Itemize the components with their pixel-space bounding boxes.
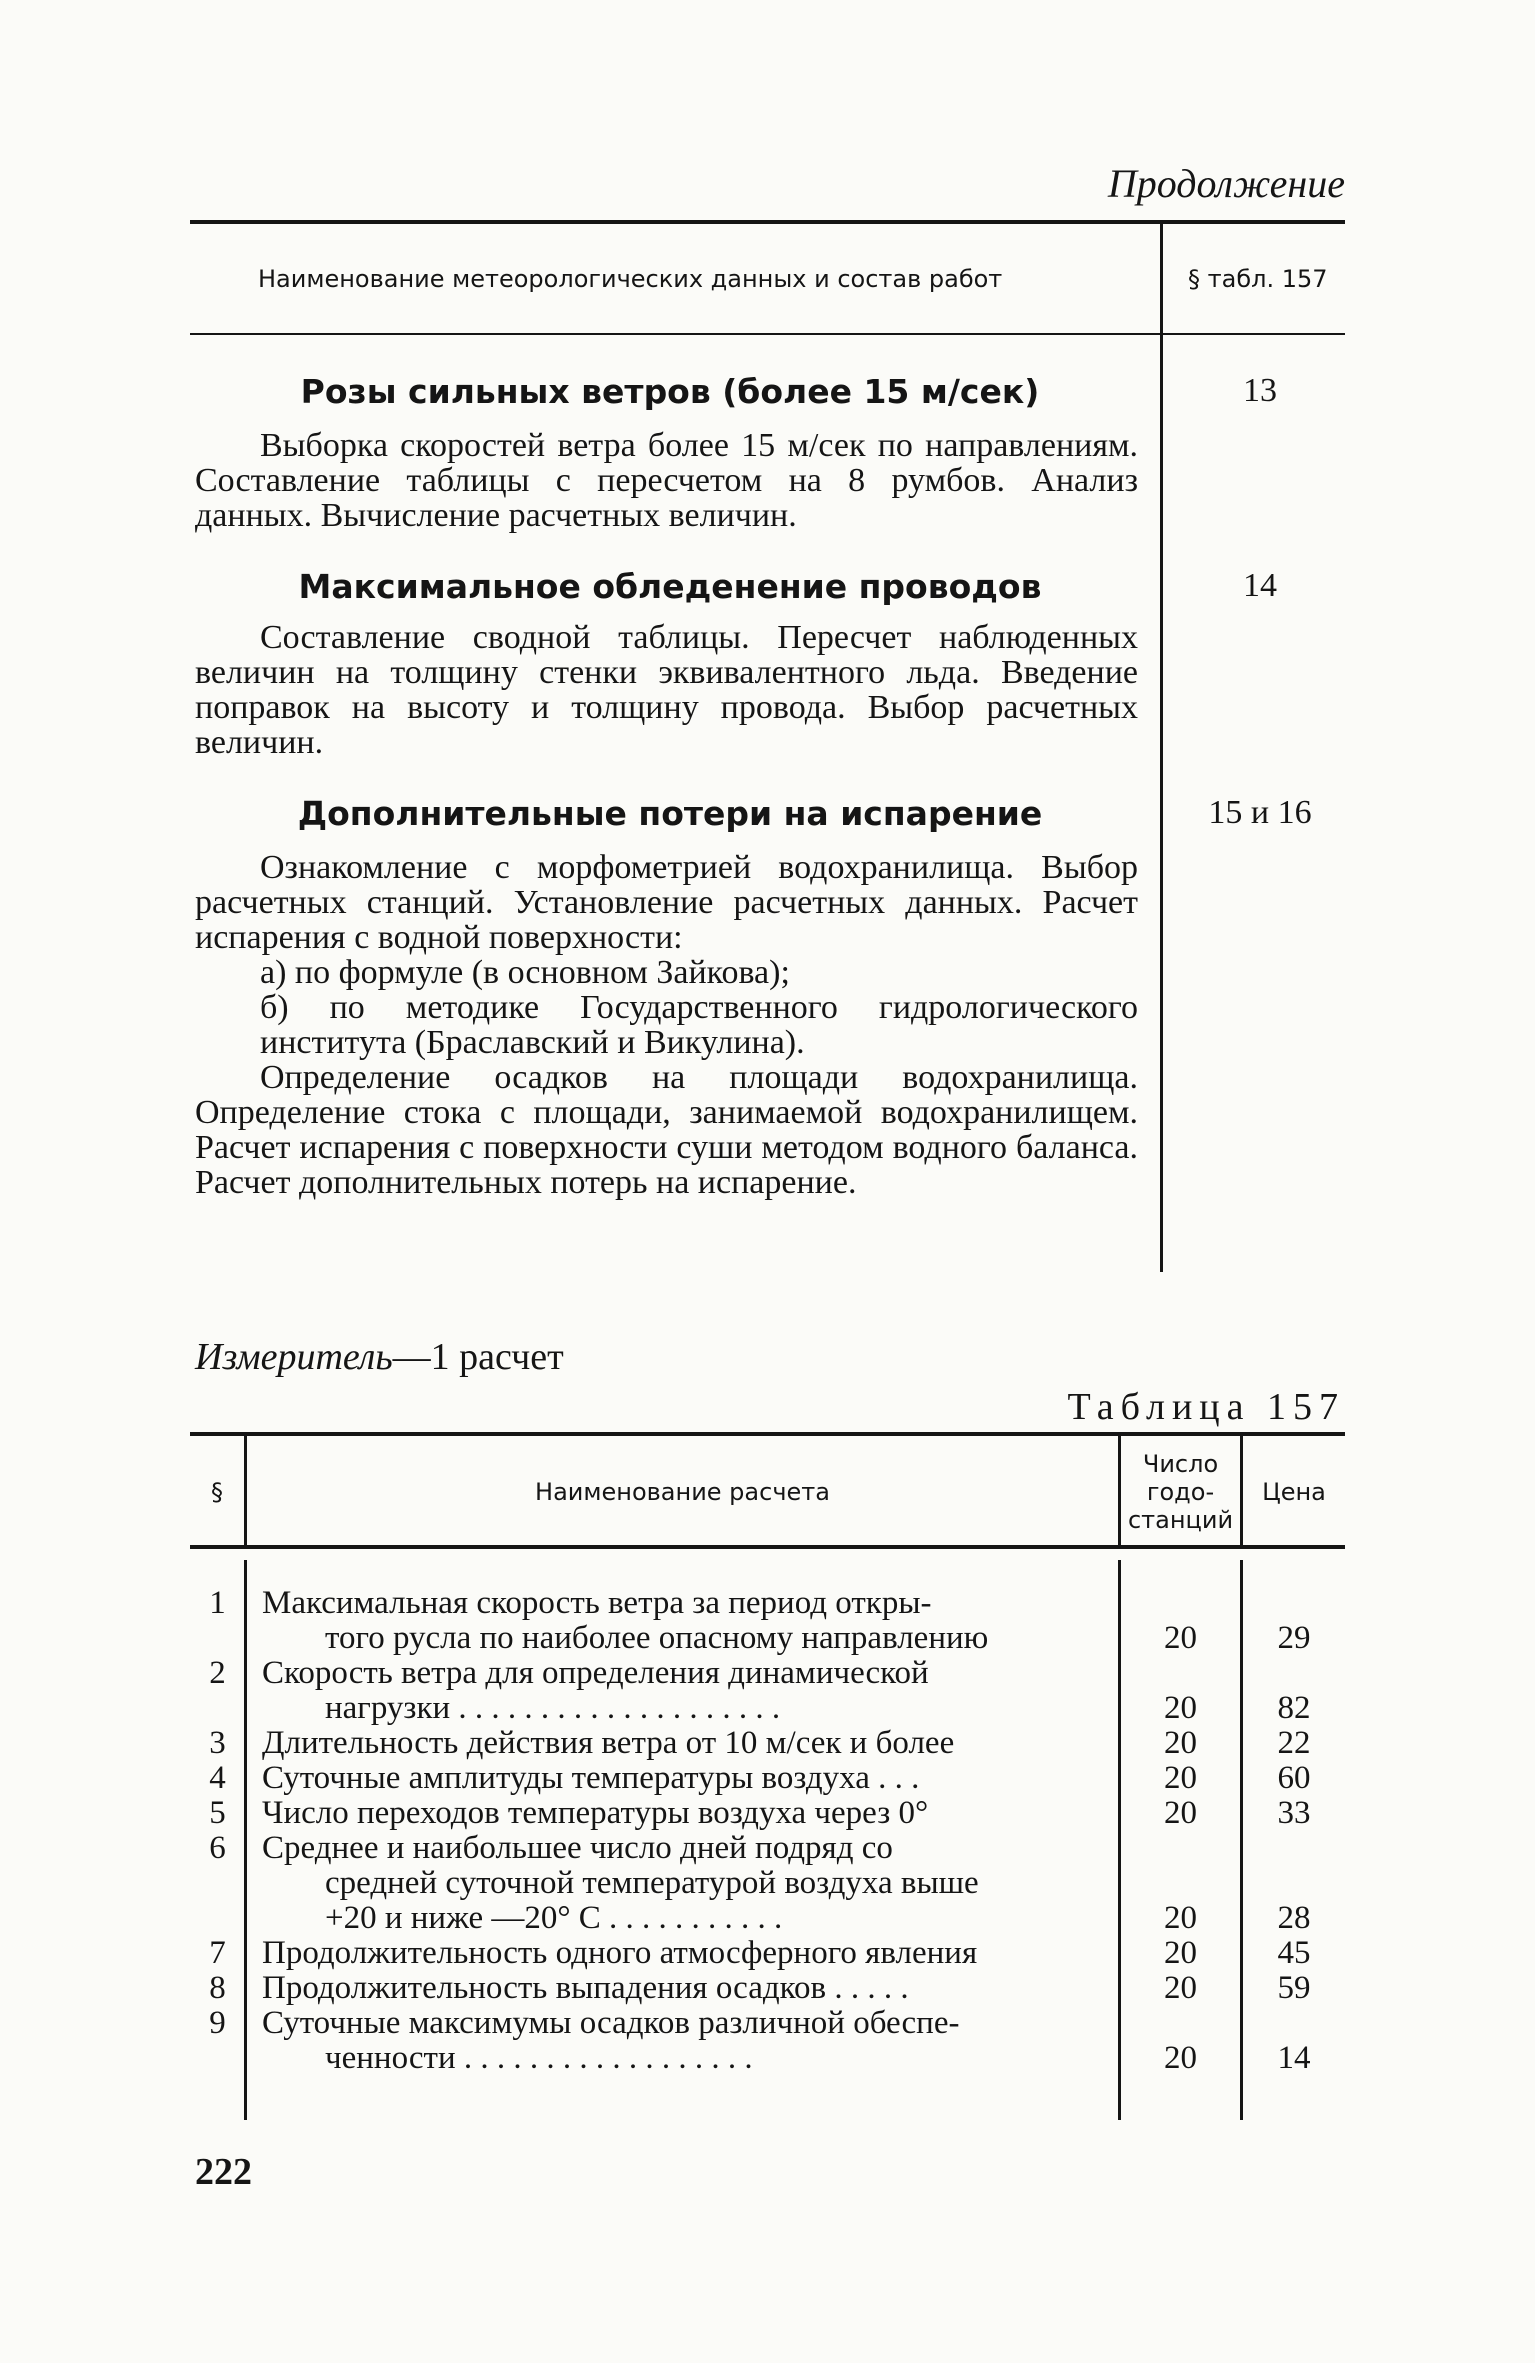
meter-value: —1 расчет [392, 1336, 564, 1378]
row-7-price: 45 [1277, 1935, 1311, 1971]
row-1-num: 1 [209, 1585, 226, 1621]
row-2-count: 20 [1164, 1690, 1197, 1726]
row-8-count: 20 [1164, 1970, 1197, 2006]
row-4-line1: Суточные амплитуды температуры воздуха . . . [262, 1760, 920, 1796]
row-5-num: 5 [209, 1795, 226, 1831]
row-3-line1: Длительность действия ветра от 10 м/сек и более [262, 1725, 955, 1761]
row-5-count: 20 [1164, 1795, 1197, 1831]
top-table-rule-top [190, 220, 1345, 224]
header-price: Цена [1262, 1478, 1326, 1506]
section-text-evaporation: Ознакомление с морфометрией водохранилища. Выбор расчетных станций. Установление расчетных данных. Расчет испарения с водной поверхности: [195, 849, 1138, 956]
row-3-price: 22 [1277, 1725, 1311, 1761]
row-4-price: 60 [1277, 1760, 1311, 1796]
row-1-count: 20 [1164, 1620, 1197, 1656]
section-title-icing: Максимальное обледенение проводов [298, 567, 1042, 606]
section-text-wind-roses: Выборка скоростей ветра более 15 м/сек по направлениям. Составление таблицы с пересчетом на 8 румбов. Анализ данных. Вычисление расчетных величин. [195, 427, 1138, 534]
meter-line [195, 1335, 564, 1379]
row-1-price: 29 [1277, 1620, 1311, 1656]
section-ref-evaporation: 15 и 16 [1208, 794, 1312, 831]
top-table-header-name: Наименование метеорологических данных и состав работ [258, 265, 1003, 293]
header-count-line1: Число [1142, 1450, 1219, 1478]
row-1-line2: того русла по наиболее опасному направлению [325, 1620, 989, 1656]
row-3-count: 20 [1164, 1725, 1197, 1761]
row-1-line1: Максимальная скорость ветра за период откры- [262, 1585, 932, 1621]
top-table-rule-header [190, 333, 1345, 335]
header-count [1121, 1450, 1240, 1534]
row-6-num: 6 [209, 1830, 226, 1866]
section-title-wind-roses: Розы сильных ветров (более 15 м/сек) [300, 372, 1040, 411]
page-number: 222 [195, 2151, 252, 2193]
row-8-num: 8 [209, 1970, 226, 2006]
row-8-line1: Продолжительность выпадения осадков . . . . . [262, 1970, 909, 2006]
section-ref-wind-roses: 13 [1243, 372, 1277, 409]
row-2-line1: Скорость ветра для определения динамической [262, 1655, 929, 1691]
row-8-price: 59 [1277, 1970, 1311, 2006]
top-table-header-ref: § табл. 157 [1188, 265, 1328, 293]
section-title-evaporation: Дополнительные потери на испарение [297, 794, 1043, 833]
table-caption: Таблица 157 [1067, 1386, 1345, 1428]
section-text-icing: Составление сводной таблицы. Пересчет наблюденных величин на толщину стенки эквивалентного льда. Введение поправок на высоту и толщину провода. Выбор расчетных величин. [195, 619, 1138, 761]
row-9-count: 20 [1164, 2040, 1197, 2076]
meter-label: Измеритель [195, 1336, 393, 1378]
row-2-price: 82 [1277, 1690, 1311, 1726]
row-4-num: 4 [209, 1760, 226, 1796]
row-7-count: 20 [1164, 1935, 1197, 1971]
header-num: § [211, 1478, 223, 1506]
row-5-price: 33 [1277, 1795, 1311, 1831]
row-7-num: 7 [209, 1935, 226, 1971]
row-9-price: 14 [1277, 2040, 1311, 2076]
row-7-line1: Продолжительность одного атмосферного явления [262, 1935, 978, 1971]
row-6-line1: Среднее и наибольшее число дней подряд со [262, 1830, 893, 1866]
row-5-line1: Число переходов температуры воздуха через 0° [262, 1795, 929, 1831]
row-3-num: 3 [209, 1725, 226, 1761]
bottom-table-rule-top [190, 1432, 1345, 1436]
header-count-line3: станций [1127, 1506, 1234, 1534]
bottom-table-rule-header [190, 1545, 1345, 1549]
row-2-num: 2 [209, 1655, 226, 1691]
section-ref-icing: 14 [1243, 567, 1277, 604]
section-list-b: б) по методике Государственного гидрологического института (Браславский и Викулина). [260, 989, 1138, 1061]
row-6-price: 28 [1277, 1900, 1311, 1936]
row-6-count: 20 [1164, 1900, 1197, 1936]
row-6-line2: средней суточной температурой воздуха выше [325, 1865, 979, 1901]
row-9-line1: Суточные максимумы осадков различной обеспе- [262, 2005, 960, 2041]
bottom-table-body-divider-1 [244, 1560, 247, 2120]
row-6-line3: +20 и ниже —20° С . . . . . . . . . . . [325, 1900, 783, 1936]
continued-label: Продолжение [1107, 161, 1345, 206]
header-name: Наименование расчета [535, 1478, 830, 1506]
row-9-num: 9 [209, 2005, 226, 2041]
section-text-evaporation-2: Определение осадков на площади водохранилища. Определение стока с площади, занимаемой водохранилищем. Расчет испарения с поверхности суши методом водного баланса. Расчет дополнительных потерь на испарение. [195, 1059, 1138, 1201]
row-9-line2: ченности . . . . . . . . . . . . . . . . . . [325, 2040, 753, 2076]
section-list-a: а) по формуле (в основном Зайкова); [260, 954, 790, 991]
row-4-count: 20 [1164, 1760, 1197, 1796]
row-2-line2: нагрузки . . . . . . . . . . . . . . . . . . . . [325, 1690, 781, 1726]
header-count-line2: годо- [1146, 1478, 1215, 1506]
